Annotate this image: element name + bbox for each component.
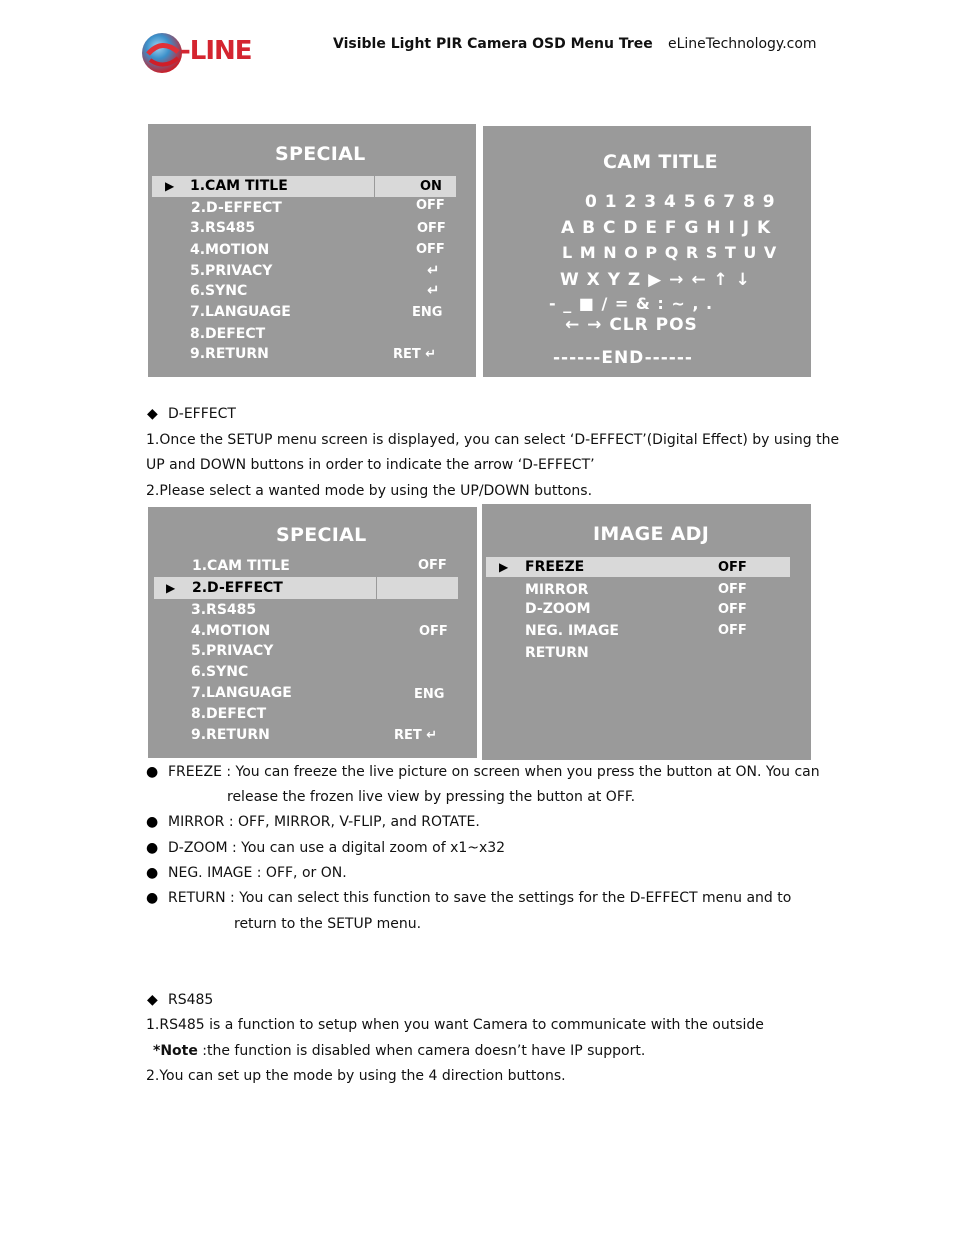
note-text: :the function is disabled when camera doesn’t have IP support. [197, 1043, 646, 1059]
value-motion: OFF [416, 242, 445, 257]
menu-item-language[interactable]: 7.LANGUAGE [191, 685, 292, 701]
section-heading-rs485: RS485 [168, 992, 214, 1008]
menu-item-mirror[interactable]: MIRROR [525, 582, 589, 598]
menu-item-d-effect[interactable]: 2.D-EFFECT [192, 580, 283, 596]
website-link[interactable]: eLineTechnology.com [668, 36, 817, 52]
menu-item-privacy[interactable]: 5.PRIVACY [191, 643, 274, 659]
note-line [153, 1043, 645, 1059]
value-neg-image: OFF [718, 623, 747, 638]
value-d-zoom: OFF [718, 602, 747, 617]
value-rs485: OFF [417, 221, 446, 236]
bullet-freeze: FREEZE : You can freeze the live picture on screen when you press the button at ON. You can [168, 764, 820, 780]
menu-item-motion[interactable]: 4.MOTION [191, 623, 271, 639]
paragraph-line: 1.RS485 is a function to setup when you want Camera to communicate with the outside [146, 1017, 764, 1033]
bullet-return: RETURN : You can select this function to save the settings for the D-EFFECT menu and to [168, 890, 792, 906]
menu-item-d-zoom[interactable]: D-ZOOM [525, 601, 591, 617]
menu-item-privacy[interactable]: 5.PRIVACY [190, 263, 273, 279]
value-motion: OFF [419, 624, 448, 639]
bullet-mirror: MIRROR : OFF, MIRROR, V-FLIP, and ROTATE. [168, 814, 480, 830]
char-row-symbols[interactable]: - _ ■ / = & : ~ , . [549, 294, 714, 313]
value-language: ENG [412, 305, 443, 320]
value-return: RET ↵ [394, 728, 438, 743]
logo-text: -LINE [180, 36, 252, 66]
menu-item-return[interactable]: 9.RETURN [190, 346, 269, 362]
menu-item-d-effect[interactable]: 2.D-EFFECT [191, 200, 282, 216]
selection-arrow-icon: ▶ [166, 581, 176, 595]
enter-icon: ↵ [427, 281, 440, 299]
menu-item-cam-title[interactable]: 1.CAM TITLE [190, 178, 288, 194]
special-menu-panel-1 [148, 124, 476, 377]
circle-bullet-icon: ● [146, 865, 159, 881]
bullet-d-zoom: D-ZOOM : You can use a digital zoom of x1~x32 [168, 840, 506, 856]
special-menu-panel-2 [148, 507, 477, 758]
panel-title: SPECIAL [275, 143, 366, 165]
menu-item-rs485[interactable]: 3.RS485 [190, 220, 256, 236]
menu-item-motion[interactable]: 4.MOTION [190, 242, 270, 258]
panel-title: CAM TITLE [603, 151, 718, 173]
eline-logo [140, 30, 252, 76]
char-row-controls[interactable]: ← → CLR POS [565, 315, 698, 335]
bullet-return-cont: return to the SETUP menu. [234, 916, 422, 932]
value-mirror: OFF [718, 582, 747, 597]
value-cam-title: OFF [418, 558, 447, 573]
menu-item-cam-title[interactable]: 1.CAM TITLE [192, 558, 290, 574]
diamond-bullet-icon: ◆ [147, 406, 158, 422]
menu-item-defect[interactable]: 8.DEFECT [191, 706, 267, 722]
char-row-digits[interactable]: 0 1 2 3 4 5 6 7 8 9 [585, 192, 776, 212]
cam-title-panel [483, 126, 811, 377]
panel-title: IMAGE ADJ [593, 523, 710, 545]
paragraph-line: 1.Once the SETUP menu screen is displayed, you can select ‘D-EFFECT’(Digital Effect) by using the [146, 432, 840, 448]
menu-item-language[interactable]: 7.LANGUAGE [190, 304, 291, 320]
menu-item-sync[interactable]: 6.SYNC [191, 664, 249, 680]
image-adj-panel [482, 504, 811, 760]
paragraph-line: 2.You can set up the mode by using the 4 direction buttons. [146, 1068, 566, 1084]
circle-bullet-icon: ● [146, 814, 159, 830]
circle-bullet-icon: ● [146, 764, 159, 780]
end-row[interactable]: ------END------ [553, 348, 693, 368]
value-cam-title: ON [420, 179, 442, 194]
value-d-effect: OFF [416, 198, 445, 213]
selection-arrow-icon: ▶ [165, 179, 175, 193]
paragraph-line: 2.Please select a wanted mode by using the UP/DOWN buttons. [146, 483, 593, 499]
char-row-a-k[interactable]: A B C D E F G H I J K [561, 218, 772, 238]
menu-item-defect[interactable]: 8.DEFECT [190, 326, 266, 342]
char-row-l-v[interactable]: L M N O P Q R S T U V [562, 243, 778, 262]
menu-item-return[interactable]: 9.RETURN [191, 727, 270, 743]
value-language: ENG [414, 687, 445, 702]
value-return: RET ↵ [393, 347, 437, 362]
panel-title: SPECIAL [276, 524, 367, 546]
section-heading-d-effect: D-EFFECT [168, 406, 236, 422]
enter-icon: ↵ [427, 261, 440, 279]
bullet-neg-image: NEG. IMAGE : OFF, or ON. [168, 865, 347, 881]
circle-bullet-icon: ● [146, 890, 159, 906]
paragraph-line: UP and DOWN buttons in order to indicate the arrow ‘D-EFFECT’ [146, 457, 595, 473]
diamond-bullet-icon: ◆ [147, 992, 158, 1008]
bullet-freeze-cont: release the frozen live view by pressing the button at OFF. [227, 789, 636, 805]
menu-item-neg-image[interactable]: NEG. IMAGE [525, 623, 619, 639]
selection-arrow-icon: ▶ [499, 560, 509, 574]
menu-item-sync[interactable]: 6.SYNC [190, 283, 248, 299]
document-title: Visible Light PIR Camera OSD Menu Tree [333, 36, 653, 52]
char-row-w-arrows[interactable]: W X Y Z ▶ → ← ↑ ↓ [560, 270, 751, 290]
note-label: *Note [153, 1043, 198, 1059]
menu-item-freeze[interactable]: FREEZE [525, 559, 585, 575]
menu-item-return[interactable]: RETURN [525, 645, 589, 661]
menu-item-rs485[interactable]: 3.RS485 [191, 602, 257, 618]
value-freeze: OFF [718, 560, 747, 575]
circle-bullet-icon: ● [146, 840, 159, 856]
